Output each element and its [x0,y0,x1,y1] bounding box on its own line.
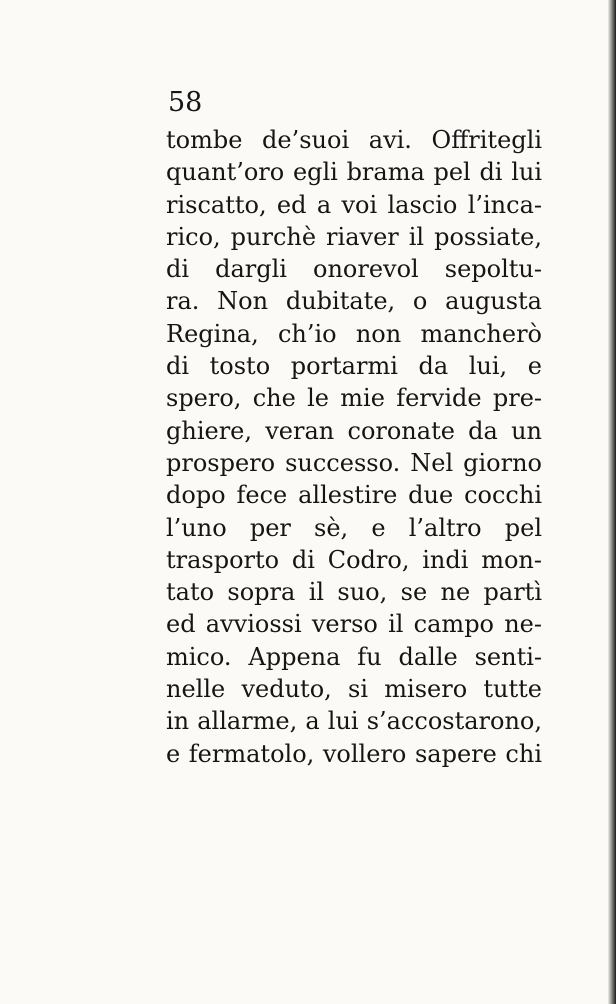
text-line-2: quant’oro egli brama pel di lui [166,158,542,187]
text-line-5: di dargli onorevol sepoltu- [166,255,542,284]
text-line-8: di tosto portarmi da lui, e [166,352,542,381]
text-line-18: nelle veduto, si misero tutte [166,675,542,704]
text-line-15: tato sopra il suo, se ne partì [166,578,542,607]
body-text [166,124,542,770]
text-line-17: mico. Appena fu dalle senti- [166,642,542,671]
text-line-7: Regina, ch’io non mancherò [166,319,542,348]
page-edge-shadow [608,0,616,1004]
text-line-3: riscatto, ed a voi lascio l’inca- [166,190,542,219]
text-line-6: ra. Non dubitate, o augusta [166,287,542,316]
text-line-14: trasporto di Codro, indi mon- [166,545,542,574]
text-line-19: in allarme, a lui s’accostarono, [166,707,542,736]
text-line-4: rico, purchè riaver il possiate, [166,222,542,251]
text-line-12: dopo fece allestire due cocchi [166,481,542,510]
page-number: 58 [168,87,203,118]
text-line-13: l’uno per sè, e l’altro pel [166,513,542,542]
text-line-16: ed avviossi verso il campo ne- [166,610,542,639]
text-line-1: tombe de’suoi avi. Offritegli [166,126,542,154]
text-line-10: ghiere, veran coronate da un [166,416,542,445]
text-line-11: prospero successo. Nel giorno [166,448,542,477]
text-line-9: spero, che le mie fervide pre- [166,384,542,413]
text-line-20: e fermatolo, vollero sapere chi [166,739,542,768]
